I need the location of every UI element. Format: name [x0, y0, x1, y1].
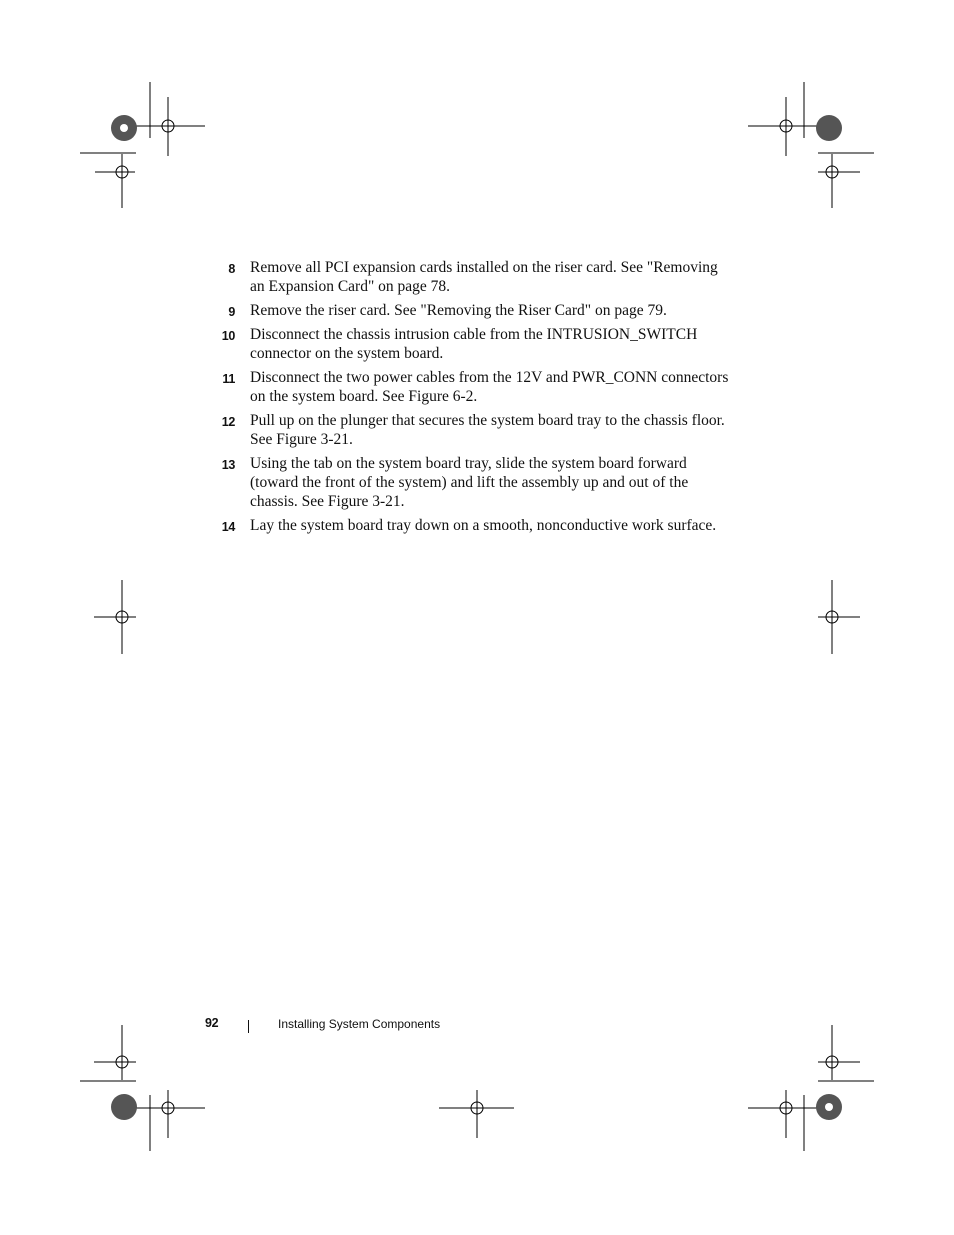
step-11	[210, 368, 730, 406]
step-number: 10	[221, 329, 235, 343]
page-footer	[0, 1015, 954, 1035]
registration-target-icon	[80, 1025, 205, 1151]
footer-divider	[248, 1020, 249, 1033]
step-number: 9	[228, 305, 235, 319]
starburst-target-icon	[111, 1094, 137, 1120]
registration-target-icon	[94, 580, 136, 654]
step-text: Disconnect the chassis intrusion cable from the INTRUSION_SWITCH connector on the system board.	[250, 326, 698, 362]
starburst-target-icon	[816, 1094, 842, 1120]
step-text: Remove all PCI expansion cards installed on the riser card. See "Removing an Expansion Card" on page 78.	[250, 259, 718, 295]
step-text: Remove the riser card. See "Removing the Riser Card" on page 79.	[250, 302, 667, 319]
step-8	[210, 258, 730, 296]
step-text: Pull up on the plunger that secures the system board tray to the chassis floor. See Figure 3-21.	[250, 412, 725, 448]
page-number: 92	[205, 1016, 219, 1030]
step-10	[210, 325, 730, 363]
step-number: 8	[228, 262, 235, 276]
registration-target-icon	[80, 82, 205, 208]
step-12	[210, 411, 730, 449]
procedure-steps	[210, 258, 730, 540]
registration-target-icon	[439, 1090, 514, 1138]
step-text: Using the tab on the system board tray, slide the system board forward (toward the front of the system) and lift the assembly up and out of the chassis. See Figure 3-21.	[250, 455, 689, 510]
section-title: Installing System Components	[278, 1017, 441, 1031]
step-number: 11	[222, 372, 235, 386]
registration-target-icon	[748, 1025, 874, 1151]
step-number: 13	[221, 458, 235, 472]
registration-target-icon	[748, 82, 874, 208]
step-9	[210, 301, 730, 320]
step-number: 12	[221, 415, 235, 429]
starburst-target-icon	[111, 115, 137, 141]
step-number: 14	[221, 520, 235, 534]
step-13	[210, 454, 730, 511]
registration-target-icon	[818, 580, 860, 654]
step-text: Disconnect the two power cables from the 12V and PWR_CONN connectors on the system board. See Figure 6-2.	[250, 369, 729, 405]
step-14	[210, 516, 730, 535]
starburst-target-icon	[816, 115, 842, 141]
step-text: Lay the system board tray down on a smooth, nonconductive work surface.	[250, 517, 717, 534]
